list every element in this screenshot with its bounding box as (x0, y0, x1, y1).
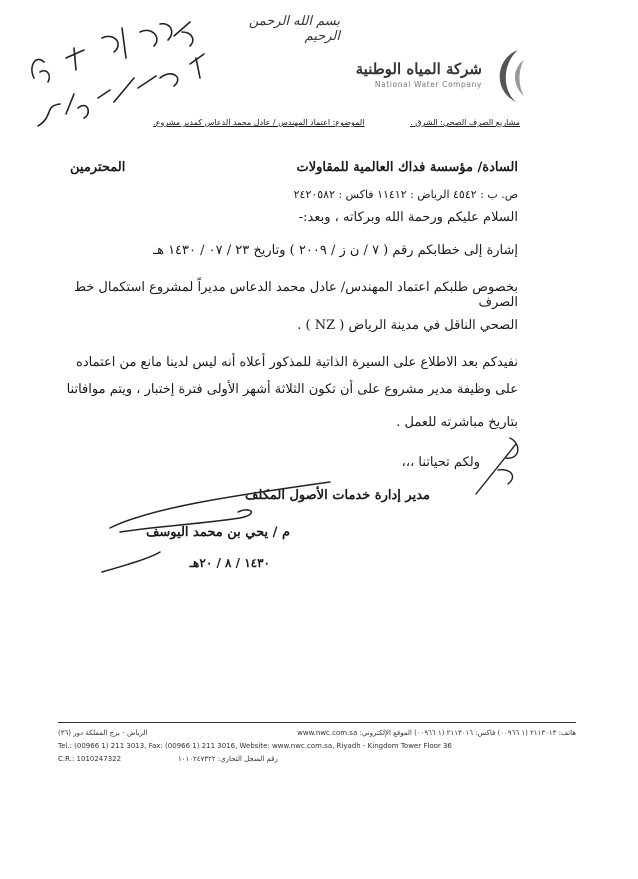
company-name-english: National Water Company (374, 80, 482, 89)
paragraph-project: الصحي الناقل في مدينة الرياض ( NZ ) . (297, 318, 518, 333)
greeting: السلام عليكم ورحمة الله وبركاته ، وبعد:- (298, 210, 518, 225)
project-label: مشاريع الصرف الصحي: الشرق . (410, 118, 520, 127)
paragraph-start-date: بتاريخ مباشرته للعمل . (396, 415, 518, 430)
closing-line: ولكم تحياتنا ،،، (401, 455, 480, 470)
paragraph-approval: نفيدكم بعد الاطلاع على السيرة الذاتية للمذكور أعلاه أنه ليس لدينا مانع من اعتماده (76, 355, 518, 370)
signatory-name: م / يحي بن محمد اليوسف (145, 525, 290, 540)
footer-contact-ar: هاتف: ٢١١٣٠١٣ (١ ٠٠٩٦٦) فاكس: ٢١١٣٠١٦ (١ ٠٠٩٦٦) الموقع الإلكتروني: www.nwc.com.sa (297, 729, 576, 737)
po-box-line: ص. ب : ٤٥٤٢ الرياض : ١١٤١٢ فاكس : ٢٤٢٠٥٨٢ (293, 188, 518, 201)
paragraph-reference: إشارة إلى خطابكم رقم ( ٧ / ن ز / ٢٠٠٩ ) وتاريخ ٢٣ / ٠٧ / ١٤٣٠ هـ (153, 243, 518, 258)
paragraph-probation: على وظيفة مدير مشروع على أن تكون الثلاثة أشهر الأولى فترة إختبار ، ويتم موافاتنا (66, 382, 518, 397)
signature-date: ١٤٣٠ / ٨ / ٢٠هـ (189, 556, 270, 570)
company-name-arabic: شركة المياه الوطنية (355, 60, 482, 78)
respect-salutation: المحترمين (70, 160, 126, 175)
footer-divider (58, 722, 576, 723)
footer-contact-english: Tel.: (00966 1) 211 3013, Fax: (00966 1) 211 3016, Website: www.nwc.com.sa, Riyadh - Kingdom Tower Floor 36 (58, 742, 452, 750)
footer-cr-ar: رقم السجل التجاري: ١٠١٠٢٤٧٣٢٢ (178, 755, 278, 763)
footer-cr-en: C.R.: 1010247322 (58, 755, 122, 763)
addressee: السادة/ مؤسسة فداك العالمية للمقاولات (296, 160, 518, 175)
footer-address-ar: الرياض - برج المملكة دور (٣٦) (58, 729, 148, 737)
subject-row (110, 118, 520, 127)
signatory-title: مدير إدارة خدمات الأصول المكلف (244, 488, 430, 503)
subject-label: الموضوع: اعتماد المهندس / عادل محمد الدعاس كمدير مشروع. (153, 118, 365, 127)
footer-registration (58, 755, 576, 763)
signature-icon (90, 468, 350, 578)
company-logo-icon (488, 46, 534, 106)
basmala-text: بسم الله الرحمن الرحيم (248, 14, 340, 44)
initials-mark-icon (470, 430, 540, 500)
footer-contact-arabic (58, 729, 576, 737)
paragraph-request: بخصوص طلبكم اعتماد المهندس/ عادل محمد الدعاس مديراً لمشروع استكمال خط الصرف (73, 280, 518, 310)
basmala (228, 14, 340, 44)
